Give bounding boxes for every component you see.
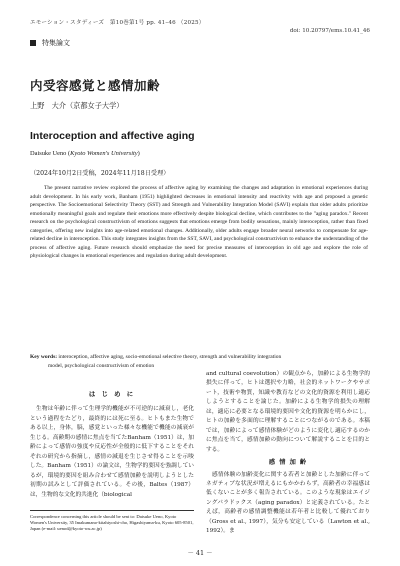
english-author: Daisuke Ueno (Kyoto Women's University) bbox=[30, 150, 140, 157]
author-name: Daisuke Ueno bbox=[30, 150, 67, 157]
right-column-paragraph-1: and cultural coevolution）の観点から，加齢による生物学的損失に伴って，ヒトは選択や力略，社会的ネットワークやサポート，技術や物質，知識や教育などの文化的資源を利用し適応しようとすることを論じた。加齢による生物学的損失の理解は，適応に必要となる環境的要因や文化的資源を明らかにし，ヒトの加齢を多面的に理解することにつながるのである。本稿では，加齢によって感情体験がどのように変化し適応するのかに焦点を当て，感情加齢の動向について解説することを目的とする。 bbox=[206, 371, 370, 453]
english-title: Interoception and affective aging bbox=[30, 130, 195, 142]
keywords-label: Key words: bbox=[30, 354, 58, 360]
page-number: － 41 － bbox=[187, 549, 213, 557]
keywords-text-1: interoception, affective aging, socio-emotional selective theory, strength and vulnerability integration bbox=[57, 354, 282, 360]
journal-citation: エモーション・スタディーズ 第10巻第1号 pp. 41–46 （2025） bbox=[30, 20, 205, 26]
introduction-paragraph: 生物は年齢に伴って生理学的機能が不可逆的に減衰し，老化という過程をたどり，最終的には死に至る。ヒトもまた生物である以上，身体，脳，感覚といった様々な機能で機能の減衰が生じる。高齢期の感情に焦点を当てたBanham（1951）は，加齢によって感情の強度や反応性が全般的に低下することをそれぞれの研究から指摘し，感情の減退を生じさせ得ることを示唆した。Banham（1951）の論文は，生物学的要因を強調しているが，環境的要因を組み合わせて感情加齢を説明しようとした初期の試みとして評価されている。その後，Baltes（1987）は，生物的な文化的共進化（biological bbox=[30, 406, 194, 498]
introduction-heading: は じ め に bbox=[88, 390, 136, 398]
abstract: The present narrative review explored the process of affective aging by examining the changes and adaptation in emotional experiences during adult development. In his early work, Banham (1951) highlighted decreases in emotional intensity and reactivity with age and proposed a genetic perspective. The Socioemotional Selectivity Theory (SST) and Strength and Vulnerability Integration Model (SAVI) explain that older adults prioritize emotionally meaningful goals and regulate their emotions more effectively despite biological decline, which contributes to the "aging paradox." Recent research on the psychological constructivism of emotions suggests that emotions emerge from bodily sensations, mainly interoception, rather than fixed categories, offering new insights into age-related emotional changes. Additionally, older adults engage broader neural networks to compensate for age-related decline in interoception. This study integrates insights from the SST, SAVI, and psychological constructivism to enhance the understanding of the process of affective aging. Future research should emphasize the need for precise measures of interoception in old age and explore the role of physiological changes in emotional experiences and regulation during adult development. bbox=[30, 185, 368, 260]
japanese-title: 内受容感覚と感情加齢 bbox=[30, 78, 161, 93]
keywords-line bbox=[30, 353, 368, 362]
section-label-text: 特集論文 bbox=[42, 39, 70, 47]
correspondence-footnote: Correspondence concerning this article should be sent to: Daisuke Ueno, Kyoto Women's University, 35 Imakumano-kitahiyoshi-cho, Higashiyama-ku, Kyoto 605-8501, Japan (e-mail: uenod@kyoto-wu.ac.jp) bbox=[30, 510, 194, 533]
doi-text: doi: 10.20797/ems.10.41_46 bbox=[289, 28, 370, 34]
right-column bbox=[206, 370, 370, 537]
keywords-text-2: model, psychological constructivism of emotion bbox=[48, 362, 155, 369]
affective-aging-heading: 感 情 加 齢 bbox=[268, 459, 308, 467]
received-accepted-dates: （2024年10月2日受稿，2024年11月18日受理） bbox=[30, 170, 170, 177]
square-bullet-icon bbox=[30, 40, 36, 46]
author-affiliation: Kyoto Women's University bbox=[70, 150, 138, 157]
section-label bbox=[30, 38, 70, 48]
japanese-author: 上野 大介（京都女子大学） bbox=[30, 101, 124, 110]
right-column-paragraph-2: 感情体験の加齢変化に関する若者と加齢とした加齢に伴ってネガティブな状況が増えるにもかかわらず，高齢者の幸福感は低くないことが多く報告されている。このような現象はエイジングパラドックス（aging paradox）と定義されている。たとえば，高齢者の感情調整機能は若年者と比較して優れており（Gross et al., 1997），気分も安定している（Lawton et al., 1992）。ま bbox=[206, 471, 370, 535]
keywords bbox=[30, 353, 368, 370]
left-column bbox=[30, 388, 194, 500]
